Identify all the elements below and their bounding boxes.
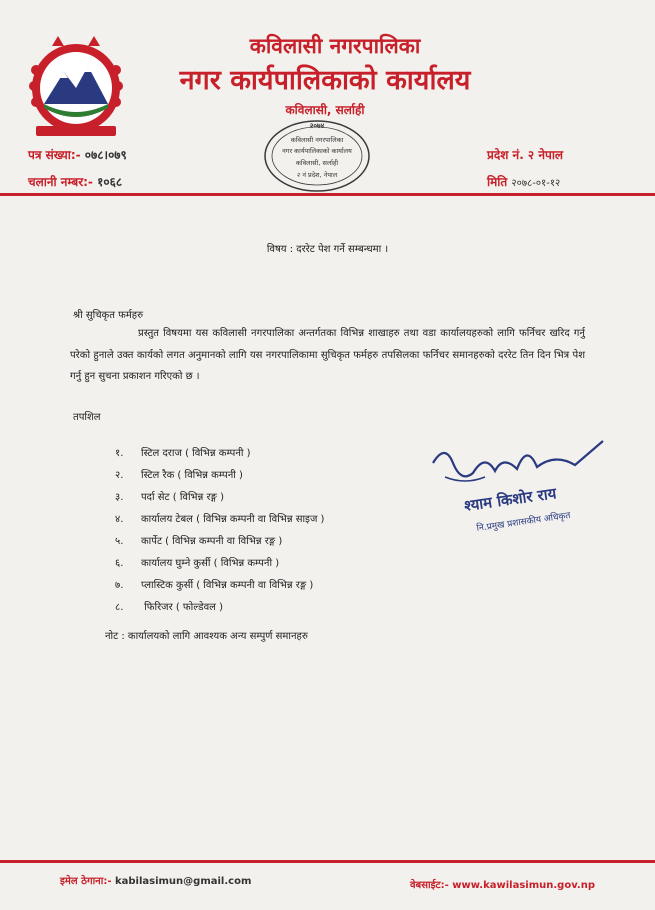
municipality-emblem-logo xyxy=(22,30,130,142)
list-item: ७. प्लास्टिक कुर्सी ( विभिन्न कम्पनी वा विभिन्न रङ्ग ) xyxy=(115,580,314,591)
email-label: इमेल ठेगाना:- xyxy=(60,876,112,887)
signature xyxy=(425,433,610,538)
office-stamp xyxy=(262,118,372,194)
item-list xyxy=(115,443,324,619)
footer-website xyxy=(410,877,595,891)
dispatch-number xyxy=(28,173,122,190)
dispatch-value: १०६८ xyxy=(97,175,123,189)
province: प्रदेश नं. २ नेपाल xyxy=(487,148,564,162)
signatory-title: नि.प्रमुख प्रशासकीय अधिकृत xyxy=(476,510,572,534)
list-item: ८. फिरिजर ( फोल्डेवल ) xyxy=(115,602,223,613)
note: नोट : कार्यालयको लागि आवश्यक अन्य सम्पुर्ण समानहरु xyxy=(105,631,308,642)
date-value: २०७८-०१-१२ xyxy=(511,178,561,189)
stamp-line-4: २ नं प्रदेश, नेपाल xyxy=(296,171,338,179)
list-item: ४. कार्यालय टेबल ( विभिन्न कम्पनी वा विभिन्न साइज ) xyxy=(115,514,325,525)
date-label: मिति xyxy=(487,175,508,189)
reference-number xyxy=(28,146,127,163)
footer-divider xyxy=(0,860,655,863)
stamp-line-3: कविलासी, सर्लाही xyxy=(295,159,339,167)
list-item: २. स्टिल रैक ( विभिन्न कम्पनी ) xyxy=(115,470,243,481)
reference-value: ०७८।०७९ xyxy=(84,148,127,162)
list-item: ६. कार्यालय घुम्ने कुर्सी ( विभिन्न कम्पनी ) xyxy=(115,558,280,569)
reference-label: पत्र संख्या:- xyxy=(28,148,81,162)
stamp-line-2: नगर कार्यपालिकाको कार्यालय xyxy=(282,147,352,155)
list-item: १. स्टिल दराज ( विभिन्न कम्पनी ) xyxy=(115,448,251,459)
office-name: नगर कार्यपालिकाको कार्यालय xyxy=(179,65,471,96)
header-divider xyxy=(0,193,655,196)
dispatch-label: चलानी नम्बर:- xyxy=(28,175,93,189)
stamp-year: २०७४ xyxy=(309,122,325,130)
paragraph-text: प्रस्तुत विषयमा यस कविलासी नगरपालिका अन्तर्गतका विभिन्न शाखाहरु तथा वडा कार्यालयहरुको लागि फर्निचर खरिद गर्नु परेको हुनाले उक्त कार्यको लगत अनुमानको लागि यस नगरपालिकामा सुचिकृत फर्महरु तपसिलका फर्निचर समानहरुको दररेट तिन दिन भित्र पेश गर्नु हुन सुचना प्रकाशन गरिएको छ । xyxy=(70,328,585,382)
date xyxy=(487,173,560,190)
footer-email xyxy=(60,873,251,887)
list-heading: तपशिल xyxy=(73,412,101,423)
municipality-name: कविलासी नगरपालिका xyxy=(249,34,421,58)
list-item: ५. कार्पेट ( विभिन्न कम्पनी वा विभिन्न रङ्ग ) xyxy=(115,536,283,547)
stamp-line-1: कविलासी नगरपालिका xyxy=(290,136,344,144)
letter-paragraph xyxy=(70,323,585,388)
email-link[interactable]: kabilasimun@gmail.com xyxy=(114,876,252,887)
website-link[interactable]: www.kawilasimun.gov.np xyxy=(452,880,595,891)
list-item: ३. पर्दा सेट ( विभिन्न रङ्ग ) xyxy=(115,492,224,503)
website-label: वेबसाईट:- xyxy=(410,880,449,891)
signatory-name: श्याम किशोर राय xyxy=(463,484,558,515)
letter-subject: विषय : दररेट पेश गर्ने सम्बन्धमा । xyxy=(266,244,389,255)
office-location: कविलासी, सर्लाही xyxy=(285,103,365,117)
salutation: श्री सुचिकृत फर्महरु xyxy=(73,310,144,321)
